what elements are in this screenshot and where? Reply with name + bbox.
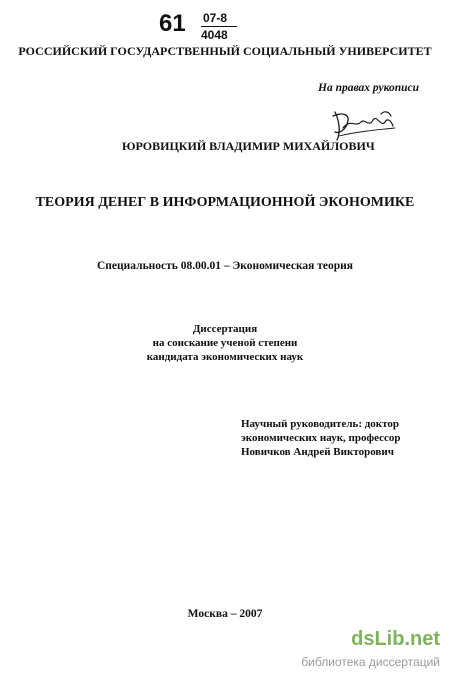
stamp-number: 61 (159, 10, 186, 37)
degree-line-1: Диссертация (192, 323, 258, 335)
supervisor-line-1: Научный руководитель: доктор (241, 418, 400, 430)
dissertation-title: ТЕОРИЯ ДЕНЕГ В ИНФОРМАЦИОННОЙ ЭКОНОМИКЕ (35, 195, 415, 210)
watermark-caption: библиотека диссертаций (301, 655, 440, 669)
university-name: РОССИЙСКИЙ ГОСУДАРСТВЕННЫЙ СОЦИАЛЬНЫЙ УНИВЕРСИТЕТ (18, 44, 432, 58)
stamp-bottom-code: 4048 (201, 28, 228, 42)
specialty: Специальность 08.00.01 – Экономическая теория (96, 260, 354, 272)
supervisor-line-3: Новичков Андрей Викторович (241, 446, 394, 458)
watermark-logo: dsLib.net (351, 628, 440, 650)
degree-line-2: на соискание ученой степени (152, 337, 298, 349)
author-name: ЮРОВИЦКИЙ ВЛАДИМИР МИХАЙЛОВИЧ (122, 139, 375, 153)
watermark (268, 628, 446, 672)
signature-icon (325, 98, 405, 144)
degree-block (0, 322, 450, 364)
stamp-top-code: 07-8 (203, 11, 228, 25)
supervisor-line-2: экономических наук, профессор (241, 432, 401, 444)
city-year: Москва – 2007 (187, 608, 263, 620)
manuscript-note: На правах рукописи (318, 82, 420, 94)
degree-line-3: кандидата экономических наук (146, 351, 304, 363)
supervisor-block (241, 417, 401, 459)
stamp-divider (201, 26, 237, 27)
library-stamp (159, 8, 269, 42)
